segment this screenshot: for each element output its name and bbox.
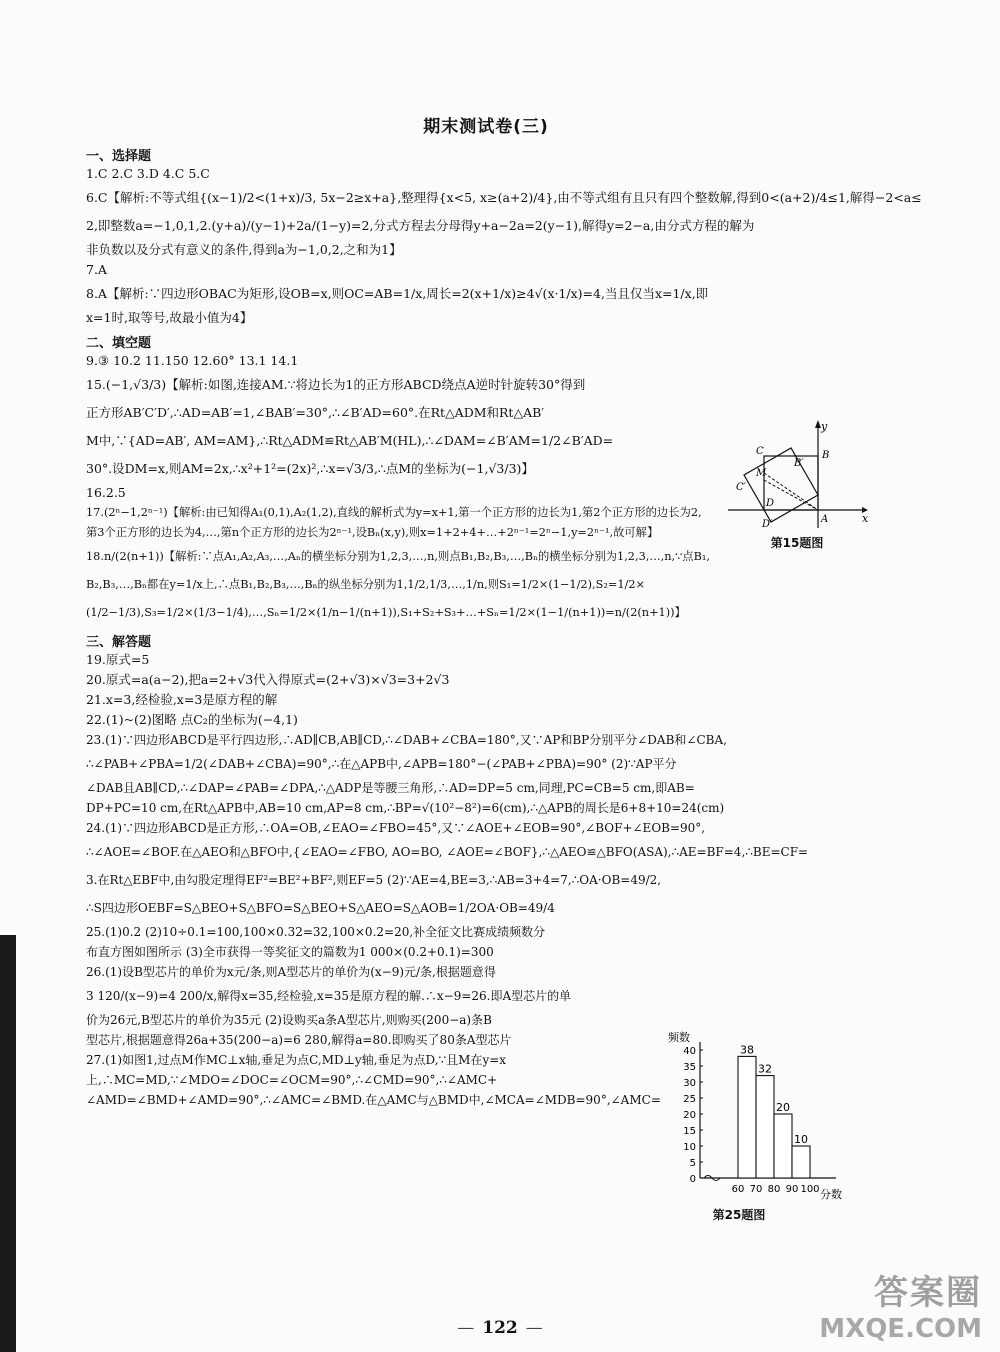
label-A: A [821,514,829,525]
answer-line: 23.(1)∵四边形ABCD是平行四边形,∴AD∥CB,AB∥CD,∴∠DAB+∠CBA=180°,又∵AP和BP分别平分∠DAB和∠CBA, [86,733,727,747]
choice-answers [86,164,922,328]
answer-line: B₂,B₃,…,Bₙ都在y=1/x上,∴点B₁,B₂,B₃,…,Bₙ的纵坐标分别为1,1/2,1/3,…,1/n,则S₁=1/2×(1−1/2),S₂=1/2× [86,578,645,591]
answer-line: DP+PC=10 cm,在Rt△APB中,AB=10 cm,AP=8 cm,∴BP=√(10²−8²)=6(cm),∴△APB的周长是6+8+10=24(cm) [86,801,725,815]
answer-line: 6.C【解析:不等式组{(x−1)/2<(1+x)/3, 5x−2≥x+a},整理得{x<5, x≥(a+2)/4},由不等式组有且只有四个整数解,得到0<(a+2)/4≤1,解得−2<a≤ [86,190,922,205]
figure-25-caption: 第25题图 [712,1208,766,1222]
label-D: D [766,498,775,509]
label-M: M [756,468,767,479]
histogram-bar-label: 38 [740,1043,754,1057]
histogram-bar-label: 20 [776,1101,790,1114]
answer-line: 19.原式=5 [86,652,150,667]
label-Dp: D′ [762,519,773,530]
histogram-ytick-label: 25 [683,1094,696,1105]
label-Cp: C′ [736,482,746,493]
scan-edge [0,935,16,1352]
histogram-bar [792,1146,810,1178]
page-number: 122 [482,1318,518,1338]
watermark-site: MXQE.COM [819,1314,982,1344]
figure-15-caption: 第15题图 [770,536,824,550]
figure-15 [722,418,872,551]
answer-line: ∴S四边形OEBF=S△BEO+S△BFO=S△BEO+S△AEO=S△AOB=1/2OA·OB=49/4 [86,901,555,915]
histogram-xtick-label: 80 [767,1184,781,1195]
histogram-bar-label: 32 [758,1062,772,1076]
answer-line: 布直方图如图所示 (3)全市获得一等奖征文的篇数为1 000×(0.2+0.1)=300 [86,945,494,959]
answer-line: M中,∵{AD=AB′, AM=AM},∴Rt△ADM≌Rt△AB′M(HL),∴∠DAM=∠B′AM=1/2∠B′AD= [86,433,614,448]
answer-line: 3.在Rt△EBF中,由勾股定理得EF²=BE²+BF²,则EF=5 (2)∵AE=4,BE=3,∴AB=3+4=7,∴OA·OB=49/2, [86,873,662,887]
answer-line: 正方形AB′C′D′,∴AD=AB′=1,∠BAB′=30°,∴∠B′AD=60°.在Rt△ADM和Rt△AB′ [86,405,545,420]
histogram-xtick-label: 100 [800,1184,820,1195]
answer-line: 9.③ 10.2 11.150 12.60° 13.1 14.1 [86,353,299,368]
answer-line: (1/2−1/3),S₃=1/2×(1/3−1/4),…,Sₙ=1/2×(1/n−1/(n+1)),S₁+S₂+S₃+…+Sₙ=1/2×(1−1/(n+1))=n/(2(n+1))】 [86,606,686,619]
histogram-xtick-label: 90 [785,1184,799,1195]
page-footer: — 122 — [457,1318,543,1338]
histogram-ytick-label: 35 [683,1062,696,1073]
histogram-ytick-label: 5 [689,1158,696,1169]
answer-line: 7.A [86,262,107,277]
answer-line: 18.n/(2(n+1))【解析:∵点A₁,A₂,A₃,…,Aₙ的横坐标分别为1,2,3,…,n,则点B₁,B₂,B₃,…,Bₙ的横坐标分别为1,2,3,…,n,∵点B₁, [86,550,711,563]
answer-line: 1.C 2.C 3.D 4.C 5.C [86,166,210,181]
histogram-ytick-label: 15 [683,1126,696,1137]
watermark-logo: 答案圈 [874,1273,982,1313]
answer-line: 20.原式=a(a−2),把a=2+√3代入得原式=(2+√3)×√3=3+2√3 [86,672,450,687]
page-title: 期末测试卷(三) [423,117,549,137]
answer-line: 25.(1)0.2 (2)10÷0.1=100,100×0.32=32,100×0.2=20,补全征文比赛成绩频数分 [86,925,546,939]
answer-line: ∴∠AOE=∠BOF.在△AEO和△BFO中,{∠EAO=∠FBO, AO=BO, ∠AOE=∠BOF},∴△AEO≌△BFO(ASA),∴AE=BF=4,∴BE=CF= [86,845,809,859]
label-Bp: B′ [794,458,804,469]
answer-line: ∴∠PAB+∠PBA=1/2(∠DAB+∠CBA)=90°,∴在△APB中,∠APB=180°−(∠PAB+∠PBA)=90° (2)∵AP平分 [86,757,677,771]
answer-line: 15.(−1,√3/3)【解析:如图,连接AM.∵将边长为1的正方形ABCD绕点A逆时针旋转30°得到 [86,377,586,392]
answer-line: 27.(1)如图1,过点M作MC⊥x轴,垂足为点C,MD⊥y轴,垂足为点D,∵且M在y=x [86,1053,507,1067]
histogram-xlabel: 分数 [820,1188,842,1201]
label-B: B [822,450,830,461]
section-solve: 三、解答题 [86,635,152,650]
answer-line: 2,即整数a=−1,0,1,2.(y+a)/(y−1)+2a/(1−y)=2,分式方程去分母得y+a−2a=2(y−1),解得y=2−a,由分式方程的解为 [86,218,755,233]
answer-line: 16.2.5 [86,485,126,500]
histogram-xtick-label: 70 [749,1184,763,1195]
watermark [819,1265,982,1344]
histogram-bar [774,1114,792,1178]
answer-line: 非负数以及分式有意义的条件,得到a为−1,0,2,之和为1】 [86,242,402,257]
answer-line: 上,∴MC=MD,∵∠MDO=∠DOC=∠OCM=90°,∴∠CMD=90°,∴∠AMC+ [86,1073,498,1087]
answer-line: 30°.设DM=x,则AM=2x,∴x²+1²=(2x)²,∴x=√3/3,∴点M的坐标为(−1,√3/3)】 [86,461,534,476]
answer-line: 价为26元,B型芯片的单价为35元 (2)设购买a条A型芯片,则购买(200−a)条B [86,1013,492,1027]
histogram-bar [756,1076,774,1178]
answer-line: 3 120/(x−9)=4 200/x,解得x=35,经检验,x=35是原方程的解.∴x−9=26.即A型芯片的单 [86,989,572,1003]
histogram-ytick-label: 10 [683,1142,696,1153]
answer-line: ∠AMD=∠BMD+∠AMD=90°,∴∠AMC=∠BMD.在△AMC与△BMD中,∠MCA=∠MDB=90°,∠AMC= [86,1093,661,1107]
histogram-ytick-label: 30 [683,1078,696,1089]
answer-line: 8.A【解析:∵四边形OBAC为矩形,设OB=x,则OC=AB=1/x,周长=2(x+1/x)≥4√(x·1/x)=4,当且仅当x=1/x,即 [86,286,709,301]
histogram-chart [664,1028,864,1202]
label-x: x [862,512,869,525]
answer-line: 24.(1)∵四边形ABCD是正方形,∴OA=OB,∠EAO=∠FBO=45°,又∵∠AOE+∠EOB=90°,∠BOF+∠EOB=90°, [86,821,706,835]
answer-line: ∠DAB且AB∥CD,∴∠DAP=∠PAB=∠DPA,∴△ADP是等腰三角形,∴AD=DP=5 cm,同理,PC=CB=5 cm,即AB= [86,781,695,795]
answer-line: 17.(2ⁿ−1,2ⁿ⁻¹)【解析:由已知得A₁(0,1),A₂(1,2),直线的解析式为y=x+1,第一个正方形的边长为1,第2个正方形的边长为2, [86,506,702,519]
histogram-bar [738,1056,756,1178]
figure-25 [664,1028,864,1223]
histogram-ylabel: 频数 [668,1031,690,1044]
answer-page [86,112,922,1110]
figure-15-diagram [722,418,872,530]
histogram-bar-label: 10 [794,1133,808,1146]
histogram-ytick-label: 40 [683,1046,696,1057]
answer-line: 21.x=3,经检验,x=3是原方程的解 [86,692,278,707]
histogram-ytick-label: 20 [683,1110,696,1121]
histogram-xtick-label: 60 [731,1184,745,1195]
label-C: C [756,446,764,457]
answer-line: 26.(1)设B型芯片的单价为x元/条,则A型芯片的单价为(x−9)元/条,根据题意得 [86,965,496,979]
section-choice: 一、选择题 [86,149,152,164]
answer-line: 第3个正方形的边长为4,…,第n个正方形的边长为2ⁿ⁻¹,设Bₙ(x,y),则x=1+2+4+…+2ⁿ⁻¹=2ⁿ−1,y=2ⁿ⁻¹,故可解】 [86,526,659,539]
histogram-ytick-label: 0 [689,1174,696,1185]
label-y: y [821,420,828,433]
section-fill: 二、填空题 [86,336,152,351]
answer-line: x=1时,取等号,故最小值为4】 [86,310,253,325]
answer-line: 型芯片,根据题意得26a+35(200−a)=6 280,解得a=80.即购买了80条A型芯片 [86,1033,512,1047]
answer-line: 22.(1)~(2)图略 点C₂的坐标为(−4,1) [86,712,298,727]
